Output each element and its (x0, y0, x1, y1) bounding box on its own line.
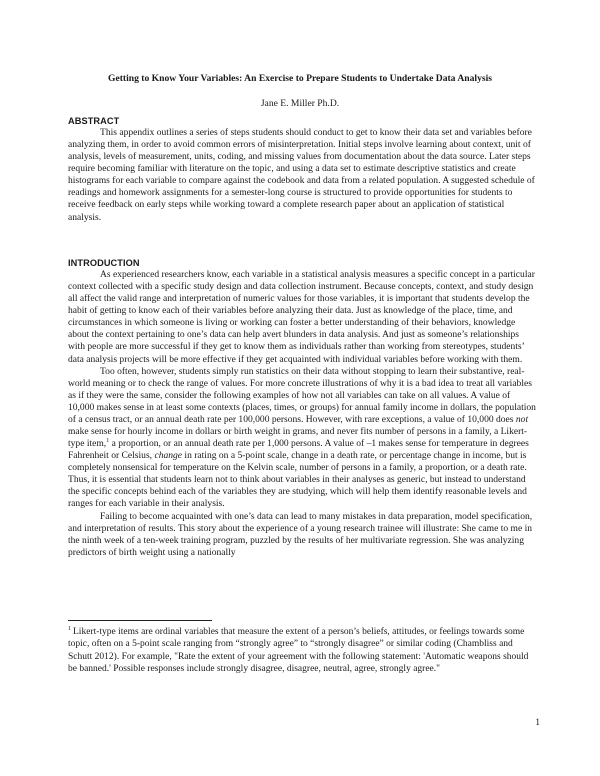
intro-p2-part-a: Too often, however, students simply run statistics on their data without stopping to learn their substantive, real-world meaning or to check the range of values. For more concrete illustrations of why it is a bad idea to treat all variables as if they were the same, consider the following examples of how not all variables can take on all values. A value of 10,000 makes sense in at least some contexts (places, times, or groups) for annual family income in dollars, the population of a census tract, or an annual death rate per 100,000 persons. However, with rare exceptions, a value of 10,000 does (68, 365, 536, 425)
footnote-divider (68, 620, 212, 621)
footnote (68, 626, 538, 675)
intro-p2-part-b: make sense for hourly income in dollars or birth weight in grams, and never fits number of persons in a family, a Likert-type item, (68, 426, 528, 450)
abstract-paragraph: This appendix outlines a series of steps students should conduct to get to know their data set and variables before analyzing them, in order to avoid common errors of misinterpretation. Initial steps involve learning about context, unit of analysis, levels of measurement, units, coding, and missing values from documentation about the data source. Later steps require becoming familiar with literature on the topic, and using a data set to estimate descriptive statistics and create histograms for each variable to compare against the codebook and data from a related population. A suggested schedule of readings and homework assignments for a semester-long course is structured to provide opportunities for students to receive feedback on early steps while working toward a complete research paper about an application of statistical analysis. (68, 127, 535, 223)
introduction-heading: INTRODUCTION (68, 258, 140, 268)
emphasis-change: change (154, 450, 183, 462)
introduction-body (68, 269, 538, 559)
paper-author: Jane E. Miller Ph.D. (260, 98, 340, 109)
page-number: 1 (535, 717, 540, 728)
intro-paragraph-1: As experienced researchers know, each variable in a statistical analysis measures a specific concept in a particular context collected with a specific study design and data collection instrument. Because concepts, context, and study design all affect the valid range and interpretation of numeric values for those variables, it is important that students develop the habit of getting to know each of their variables before analyzing their data. Just as knowledge of the place, time, and circumstances in which someone is living or working can foster a better understanding of their behaviors, knowledge about the context pertaining to one’s data can help avert blunders in data analysis. And just as someone’s relationships with people are more successful if they get to know them as individuals rather than working from stereotypes, students’ data analysis projects will be more effective if they get acquainted with individual variables before working with them. (68, 269, 535, 365)
emphasis-not: not (515, 413, 529, 425)
intro-p2-part-c: a proportion, or an annual death rate per 1,000 persons. A value of –1 makes sense for temperature in degrees Fahrenheit or Celsius, (68, 438, 529, 462)
intro-paragraph-3: Failing to become acquainted with one’s data can lead to many mistakes in data preparation, model specification, and interpretation of results. This story about the experience of a young research trainee will illustrate: She came to me in the ninth week of a ten-week training program, puzzled by the results of her multivariate regression. She was analyzing predictors of birth weight using a nationally (68, 510, 533, 558)
intro-p2-part-d: in rating on a 5-point scale, change in a death rate, or percentage change in income, but is completely nonsensical for temperature on the Kelvin scale, number of persons in a family, a proportion, or a death rate. Thus, it is essential that students learn not to think about variables in their analyses as generic, but instead to understand the specific concepts behind each of the variables they are studying, which will help them identify reasonable levels and ranges for each variable in their analysis. (68, 450, 527, 510)
footnote-reference[interactable]: 1 (106, 438, 110, 445)
intro-paragraph-2 (68, 366, 538, 511)
footnote-mark: 1 (68, 626, 71, 632)
abstract-body (68, 127, 538, 224)
abstract-heading: ABSTRACT (68, 116, 120, 126)
footnote-text: Likert-type items are ordinal variables that measure the extent of a person’s beliefs, attitudes, or feelings towards some topic, often on a 5-point scale ranging from “strongly agree” to “strongly disagree” or similar coding (Chambliss and Schutt 2012). For example, "Rate the extent of your agreement with the following statement: 'Automatic weapons should be banned.' Possible responses include strongly disagree, disagree, neutral, agree, strongly agree." (68, 627, 529, 674)
paper-title: Getting to Know Your Variables: An Exercise to Prepare Students to Undertake Data Analysis (107, 73, 493, 84)
